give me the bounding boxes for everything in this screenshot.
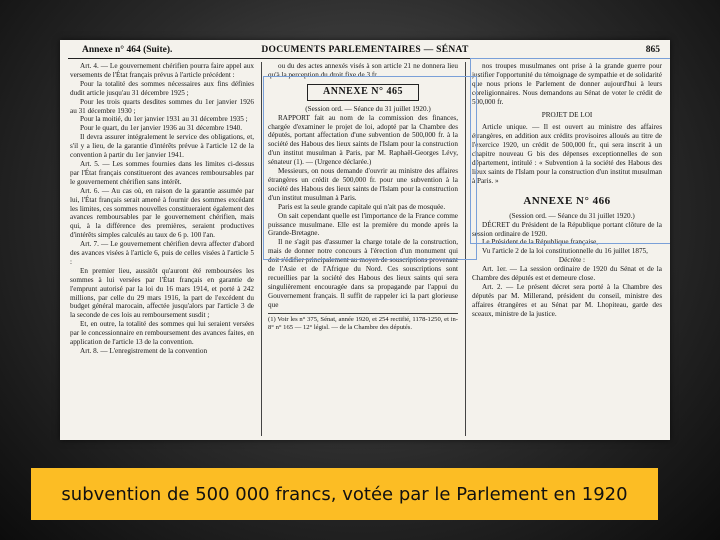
session-line: (Session ord. — Séance du 31 juillet 1920.): [509, 211, 635, 220]
document-page: [60, 40, 670, 440]
highlight-box-projet: [470, 58, 670, 244]
paragraph: Messieurs, on nous demande d'ouvrir au ministre des affaires étrangères un crédit de 500,000 fr. pour une subvention à la société des Habous des lieux saints de l'Islam pour la construction d'un institut musulman à Paris.: [268, 167, 458, 202]
header-title: DOCUMENTS PARLEMENTAIRES — SÉNAT: [261, 45, 469, 55]
paragraph: Le Président de la République française,: [482, 238, 599, 247]
caption-banner: subvention de 500 000 francs, votée par le Parlement en 1920: [31, 468, 658, 520]
paragraph: Art. 5. — Les sommes fournies dans les limites ci-dessus par l'État français constitueront des avances remboursables par le gouvernement chérifien sans intérêt.: [70, 159, 254, 186]
paragraph: Art. 8. — L'enregistrement de la convention: [80, 347, 208, 355]
paragraph: Art. 6. — Au cas où, en raison de la garantie assumée par lui, l'État français serait amené à fournir des sommes excédant les limites, ces sommes nouvelles constitueraient également des avances remboursables par le gouvernement chérifien, mais qui, à la différence des premières, seraient productives d'intérêts simples calculés au taux de 6 p. 100 l'an.: [70, 186, 254, 240]
paragraph: nos troupes musulmanes ont prise à la grande guerre pour justifier l'opportunité du témoignage de sympathie et de solidarité que nous prions le Parlement de donner aujourd'hui à leurs coreligionnaires. Nous demandons au Sénat de voter le crédit de 500,000 fr.: [472, 62, 662, 106]
paragraph: Et, en outre, la totalité des sommes qui lui seraient versées par le concessionnaire en remboursement des avances faites, en application de l'article 13 de la convention.: [70, 320, 254, 347]
annexe-466-title: ANNEXE N° 466: [523, 194, 611, 207]
article-1: Art. 1er. — La session ordinaire de 1920 du Sénat et de la Chambre des députés est et demeure close.: [472, 265, 662, 283]
article-unique: Article unique. — Il est ouvert au ministre des affaires étrangères, en addition aux crédits provisoires alloués au titre de l'exercice 1920, un crédit de 500,000 fr., qui sera inscrit à un chapitre nouveau G bis des dépenses exceptionnelles de son département, intitulé : « Subvention à la société des Habous des lieux saints de l'Islam pour la construction d'un institut musulman à Paris. »: [472, 123, 662, 185]
rapport-paragraph: RAPPORT fait au nom de la commission des finances, chargée d'examiner le projet de loi, adopté par la Chambre des députés, portant affectation d'une subvention de 500,000 fr. à la société des Habous des lieux saints de l'Islam pour la construction d'un institut musulman à Paris, par M. Raphaël-Georges Lévy, sénateur (1). — (Urgence déclarée.): [268, 113, 458, 167]
column-divider: [261, 62, 262, 436]
decret-paragraph: DÉCRET du Président de la République portant clôture de la session ordinaire de 1920.: [472, 220, 662, 238]
paragraph: ou du des actes annexés visés à son article 21 ne donnera lieu qu'à la perception du droit fixe de 3 fr.: [268, 62, 458, 79]
article-2: Art. 2. — Le présent décret sera porté à la Chambre des députés par M. Millerand, président du conseil, ministre des affaires étrangères et au Sénat par M. Lhopiteau, garde des sceaux, ministre de la justice.: [472, 282, 662, 318]
paragraph: Il ne s'agit pas d'assumer la charge totale de la construction, mais de donner notre concours à l'érection d'un monument qui doit s'édifier principalement au moyen de souscriptions provenant de l'Asie et de l'Afrique du Nord. Ces souscriptions sont recueillies par la société des Habous des lieux saints qui sera singulièrement encouragée dans sa propagande par l'appui du Gouvernement français. Il suffit de rappeler ici la part glorieuse que: [268, 238, 458, 309]
paragraph: En premier lieu, aussitôt qu'auront été remboursées les sommes à lui versées par l'État français en garantie de l'emprunt autorisé par la loi du 16 mars 1914, et porté à 242 millions, par celle du 29 mars 1916, la part de l'excédent du budget général marocain, affectée jusqu'alors par l'article 3 de la seconde de ces lois au remboursement susdit ;: [70, 266, 254, 320]
paragraph: Art. 7. — Le gouvernement chérifien devra affecter d'abord des avances visées à l'article 6, puis de celles visées à l'article 5 :: [70, 240, 254, 266]
highlight-box-rapport: [263, 76, 477, 260]
header-page-number: 865: [645, 45, 660, 55]
paragraph: Il devra assurer intégralement le service des obligations, et, s'il y a lieu, de la garantie d'intérêts prévue à l'article 12 de la convention à partir du 1er janvier 1941.: [70, 133, 254, 160]
page-header: [68, 44, 662, 59]
decrete-heading: Décrète :: [558, 256, 586, 265]
column-left: [70, 62, 254, 436]
paragraph: Pour la totalité des sommes nécessaires aux fins définies dudit article jusqu'au 31 décembre 1925 ;: [70, 79, 254, 97]
paragraph: Pour la moitié, du 1er janvier 1931 au 31 décembre 1935 ;: [80, 115, 248, 124]
projet-de-loi-title: PROJET DE LOI: [541, 110, 593, 119]
header-annexe-ref: Annexe n° 464 (Suite).: [82, 45, 173, 55]
paragraph: Vu l'article 2 de la loi constitutionnelle du 16 juillet 1875,: [482, 247, 648, 256]
annexe-465-title: ANNEXE N° 465: [307, 84, 419, 101]
paragraph: On sait cependant quelle est l'importance de la France comme puissance musulmane. Elle est la première du monde après la Grande-Bretagne.: [268, 211, 458, 238]
paragraph: Art. 4. — Le gouvernement chérifien pourra faire appel aux versements de l'État français prévus à l'article précédent :: [70, 62, 254, 79]
paragraph: Pour les trois quarts desdites sommes du 1er janvier 1926 au 31 décembre 1930 ;: [70, 97, 254, 115]
paragraph: Pour le quart, du 1er janvier 1936 au 31 décembre 1940.: [80, 124, 243, 133]
session-line: (Session ord. — Séance du 31 juillet 1920.): [305, 104, 431, 113]
paragraph: Paris est la seule grande capitale qui n'ait pas de mosquée.: [278, 202, 446, 211]
footnote: (1) Voir les n° 375, Sénat, année 1920, et 254 rectifié, 1178-1250, et in-8° n° 165 — 12° législ. — de la Chambre des députés.: [268, 313, 458, 334]
